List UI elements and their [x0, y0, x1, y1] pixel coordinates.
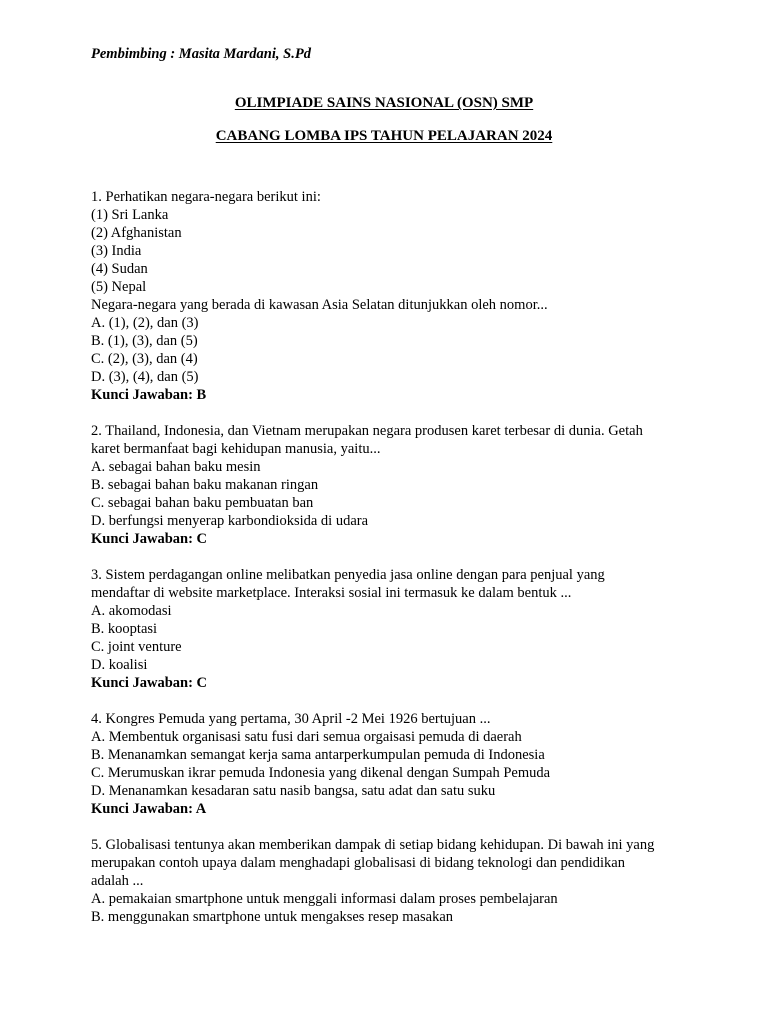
answer-option: A. pemakaian smartphone untuk menggali informasi dalam proses pembelajaran	[91, 891, 558, 907]
answer-option: C. joint venture	[91, 639, 182, 655]
question-3	[91, 566, 711, 692]
answer-option: D. koalisi	[91, 657, 148, 673]
answer-option: C. sebagai bahan baku pembuatan ban	[91, 495, 314, 511]
question-line: merupakan contoh upaya dalam menghadapi globalisasi di bidang teknologi dan pendidikan	[91, 855, 625, 871]
answer-key: Kunci Jawaban: A	[91, 801, 207, 817]
question-5	[91, 836, 711, 926]
answer-key: Kunci Jawaban: B	[91, 387, 207, 403]
answer-option: D. (3), (4), dan (5)	[91, 369, 199, 385]
answer-option: C. (2), (3), dan (4)	[91, 351, 198, 367]
question-line: karet bermanfaat bagi kehidupan manusia, yaitu...	[91, 441, 381, 457]
question-list	[91, 188, 711, 944]
question-1	[91, 188, 711, 404]
answer-option: B. kooptasi	[91, 621, 158, 637]
title-line-1: OLIMPIADE SAINS NASIONAL (OSN) SMP	[234, 95, 534, 111]
question-2	[91, 422, 711, 548]
answer-key: Kunci Jawaban: C	[91, 675, 208, 691]
answer-option: A. akomodasi	[91, 603, 172, 619]
answer-option: D. berfungsi menyerap karbondioksida di udara	[91, 513, 369, 529]
question-text: 2. Thailand, Indonesia, dan Vietnam merupakan negara produsen karet terbesar di dunia. Getah	[91, 423, 643, 439]
answer-option: C. Merumuskan ikrar pemuda Indonesia yang dikenal dengan Sumpah Pemuda	[91, 765, 551, 781]
question-line: (2) Afghanistan	[91, 225, 182, 241]
title-line-2: CABANG LOMBA IPS TAHUN PELAJARAN 2024	[215, 128, 553, 144]
question-line: adalah ...	[91, 873, 144, 889]
document-title	[0, 94, 768, 112]
answer-option: A. Membentuk organisasi satu fusi dari semua orgaisasi pemuda di daerah	[91, 729, 522, 745]
question-line: (5) Nepal	[91, 279, 147, 295]
answer-option: A. sebagai bahan baku mesin	[91, 459, 261, 475]
supervisor-line: Pembimbing : Masita Mardani, S.Pd	[91, 46, 311, 62]
answer-option: D. Menanamkan kesadaran satu nasib bangsa, satu adat dan satu suku	[91, 783, 496, 799]
question-line: (1) Sri Lanka	[91, 207, 169, 223]
question-text: 1. Perhatikan negara-negara berikut ini:	[91, 189, 321, 205]
answer-option: A. (1), (2), dan (3)	[91, 315, 199, 331]
question-line: mendaftar di website marketplace. Interaksi sosial ini termasuk ke dalam bentuk ...	[91, 585, 572, 601]
question-text: 4. Kongres Pemuda yang pertama, 30 April -2 Mei 1926 bertujuan ...	[91, 711, 491, 727]
question-line: (3) India	[91, 243, 142, 259]
answer-option: B. menggunakan smartphone untuk mengakses resep masakan	[91, 909, 454, 925]
answer-option: B. sebagai bahan baku makanan ringan	[91, 477, 319, 493]
question-line: Negara-negara yang berada di kawasan Asia Selatan ditunjukkan oleh nomor...	[91, 297, 548, 313]
answer-option: B. Menanamkan semangat kerja sama antarperkumpulan pemuda di Indonesia	[91, 747, 545, 763]
answer-key: Kunci Jawaban: C	[91, 531, 208, 547]
question-text: 5. Globalisasi tentunya akan memberikan dampak di setiap bidang kehidupan. Di bawah ini yang	[91, 837, 655, 853]
answer-option: B. (1), (3), dan (5)	[91, 333, 198, 349]
question-4	[91, 710, 711, 818]
question-text: 3. Sistem perdagangan online melibatkan penyedia jasa online dengan para penjual yang	[91, 567, 605, 583]
document-subtitle	[0, 127, 768, 145]
question-line: (4) Sudan	[91, 261, 148, 277]
